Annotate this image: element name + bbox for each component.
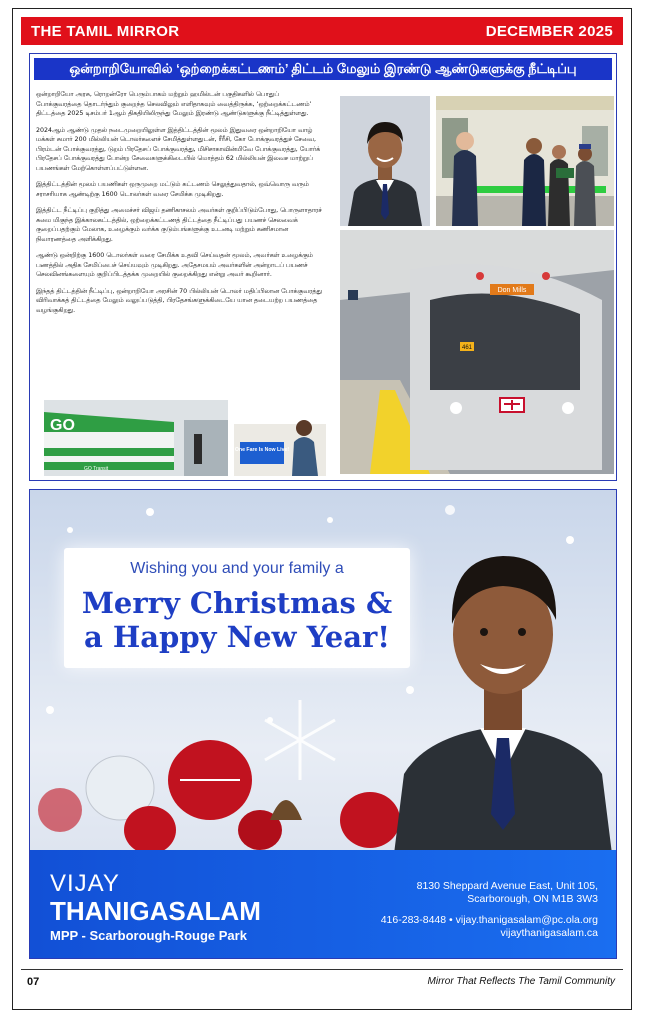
go-train-image [44, 400, 228, 476]
ceremony-photo [436, 96, 614, 226]
mpp-riding: MPP - Scarborough-Rouge Park [50, 928, 247, 943]
portrait-photo [340, 96, 430, 226]
office-address [417, 880, 598, 906]
newspaper-page [12, 8, 632, 1010]
article-paragraph-4: இத்திட்ட நீட்டிப்பு குறித்து அமைச்சர் விஜய் தணிகாசலம் அவர்கள் குறிப்பிடும்போது, பொருளாதாரச் சுமை மிகுந்த இக்காலகட்டத்தில், ஒற்றைக்கட்டணத் திட்டத்தை நீட்டிப்பது பயணச் செலவைக் குறைப்பதற்கும் மேலாக, உழைக்கும் வர்க்க குடும்பங்களுக்கு உடனடி மற்றும் கணிசமான நிவாரணத்தை அளிக்கிறது. [36, 207, 322, 243]
fare-sign-text: One Fare Is Now Live! [234, 447, 290, 453]
greeting-title [64, 586, 410, 654]
ribbon-cutting-image [436, 96, 614, 226]
subway-train-image [340, 230, 614, 474]
article-paragraph-1: ஒன்றாறியோ அரசு, ரொறன்ரோ பெரும்பாகம் மற்றும் ஹமில்டன் பகுதிகளில் பொதுப் போக்குவரத்தை தொடர்ந்தும் குறைந்த செலவிலும் எளிதாகவும் வைத்திருக்க, ‘ஒற்றைக்கட்டணம்’ திட்டத்தை 2025 டிசம்பர் 1ஆம் திகதியிலிருந்து மேலும் இரண்டு ஆண்டுகளுக்கு நீட்டித்துள்ளது. [36, 91, 312, 117]
article-paragraph-3: இத்திட்டத்தின் மூலம் பயணிகள் ஒருமுறை மட்டும் கட்டணம் செலுத்துவதால், ஒவ்வொரு வரும் சராசரியாக ஆண்டிற்கு 1600 டொலர்கள் வரை சேமிக்க முடிகிறது. [36, 181, 309, 198]
article-paragraph-5: ஆண்டு ஒன்றிற்கு 1600 டொலர்கள் வரை சேமிக்க உதவி செய்வதன் மூலம், அவர்கள் உழைக்கும் பணத்தில் அதிக சேமிப்பைச் செய்யவும் முடிகிறது. அதேசமயம் அவர்களின் அன்றாடப் பயணச் செலவினங்களையும் குறிப்பிடத்தக்க முறையில் குறைக்கிறது என்று அவர் கூறினார். [36, 252, 313, 278]
go-caption: GO Transit [84, 466, 109, 472]
issue-date: DECEMBER 2025 [485, 22, 613, 40]
train-destination-sign: Don Mills [497, 287, 527, 294]
page-number: 07 [27, 976, 40, 988]
greeting-intro: Wishing you and your family a [130, 560, 344, 577]
mpp-first-name: VIJAY [50, 870, 120, 897]
publication-name: THE TAMIL MIRROR [31, 22, 180, 40]
one-fare-photo [234, 400, 326, 476]
footer-divider [21, 969, 623, 970]
christmas-greeting-ad [29, 489, 617, 959]
article-paragraph-2: 2024ஆம் ஆண்டு முதல் நடைமுறையிலுள்ள இத்திட்டத்தின் மூலம் இதுவரை ஒன்றாறியோ வாழ் மக்கள் சுமார் 200 மில்லியன் டொலர்களைச் சேமித்துள்ளதுடன், ரீரீசி, கோ போக்குவரத்துச் சேவை, பிரம்டன் போக்குவரத்து, டுறம் பிரதேசப் போக்குவரத்து, மிசிசாகாவின்மிவே போக்குவரத்து, யோர்க் பிரதேசப் போக்குவரத்து போன்ற சேவைகளுக்கிடையில் மொத்தம் 62 மில்லியன் இலவச மாற்றுப் பயணங்கள் மேற்கொள்ளப்பட்டுள்ளன. [36, 126, 321, 172]
train-number: 461 [461, 345, 473, 351]
greeting-line-new-year: a Happy New Year! [83, 620, 391, 654]
mpp-last-name: THANIGASALAM [50, 896, 261, 926]
greeting-line-christmas: Merry Christmas & [81, 586, 393, 620]
mpp-portrait-image [388, 514, 617, 854]
phone-email[interactable]: 416-283-8448 • vijay.thanigasalam@pc.ola.org [380, 914, 598, 926]
snowflake-icon [265, 700, 335, 780]
article-headline: ஒன்றாறியோவில் ‘ஒற்றைக்கட்டணம்’ திட்டம் மேலும் இரண்டு ஆண்டுகளுக்கு நீட்டிப்பு [34, 58, 612, 80]
greeting-card [64, 548, 410, 668]
subway-train-photo [340, 230, 614, 474]
person-portrait-image [340, 96, 430, 226]
masthead [21, 17, 623, 45]
footer-tagline: Mirror That Reflects The Tamil Community [427, 976, 615, 987]
address-line-2: Scarborough, ON M1B 3W3 [467, 893, 598, 905]
go-logo-text: GO [50, 417, 75, 434]
website-link[interactable]: vijaythanigasalam.ca [500, 927, 598, 939]
address-line-1: 8130 Sheppard Avenue East, Unit 105, [416, 880, 598, 892]
fare-sign-image [234, 400, 326, 476]
news-article [29, 53, 617, 481]
contact-info [381, 914, 598, 940]
go-transit-photo [44, 400, 228, 476]
article-body [36, 90, 322, 322]
article-paragraph-6: இந்தத் திட்டத்தின் நீட்டிப்பு, ஒன்றாறியோ அரசின் 70 பில்லியன் டொலர் மதிப்பிலான போக்குவரத்து விரிவாக்கத் திட்டத்தை மேலும் வலுப்படுத்தி, பிரதேசங்களுக்கிடையே யான தடையற்ற பயணத்தை வழங்குகிறது. [36, 287, 322, 314]
